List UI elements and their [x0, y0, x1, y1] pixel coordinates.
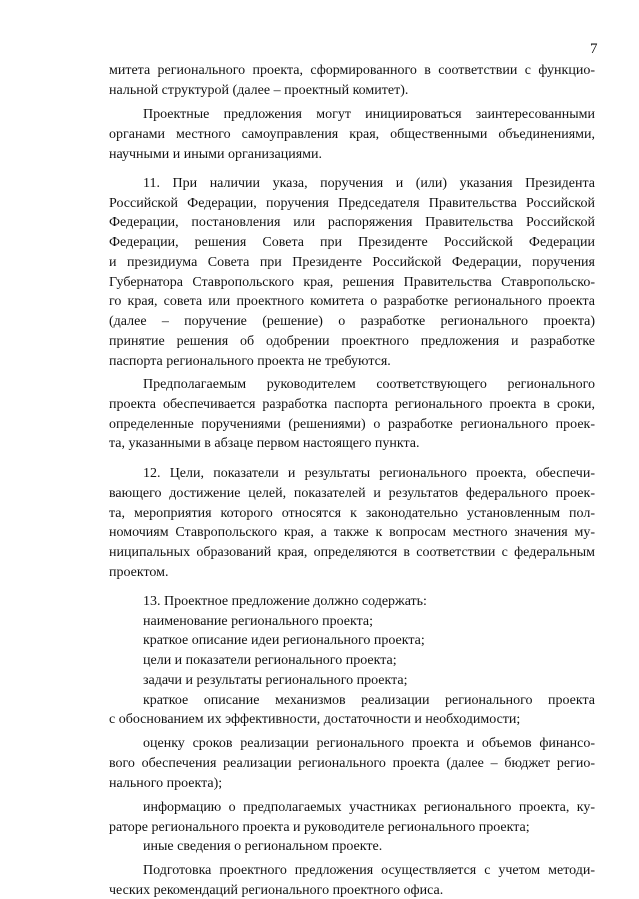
text-line: цели и показатели регионального проекта; — [143, 653, 397, 668]
text-line: проектом. — [109, 565, 169, 580]
text-line: вого обеспечения реализации регионального проекта (далее – бюджет регио- — [109, 756, 595, 771]
text-line: та, указанными в абзаце первом настоящего пункта. — [109, 436, 420, 451]
text-line: раторе регионального проекта и руководителе регионального проекта; — [109, 820, 530, 835]
text-line: проекта обеспечивается разработка паспорта регионального проекта в сроки, — [109, 397, 595, 412]
text-line: с обоснованием их эффективности, достаточности и необходимости; — [109, 712, 521, 727]
text-line: органами местного самоуправления края, общественными объединениями, — [109, 127, 595, 142]
text-line: номочиям Ставропольского края, а также к вопросам местного значения му- — [109, 525, 595, 540]
text-line: (далее – поручение (решение) о разработке регионального проекта) — [109, 314, 595, 329]
text-line: вающего достижение целей, показателей и результатов федерального проек- — [109, 486, 595, 501]
text-line: информацию о предполагаемых участниках регионального проекта, ку- — [143, 800, 595, 815]
text-line: принятие решения об одобрении проектного предложения и разработке — [109, 334, 595, 349]
text-line: митета регионального проекта, сформированного в соответствии с функцио- — [109, 63, 595, 78]
text-line: Федерации, решения Совета при Президенте Российской Федерации — [109, 235, 595, 250]
text-line: го края, совета или проектного комитета о разработке регионального проекта — [109, 294, 595, 309]
text-line: ниципальных образований края, определяются в соответствии с федеральным — [109, 545, 595, 560]
text-line: паспорта регионального проекта не требуются. — [109, 354, 391, 369]
text-line: наименование регионального проекта; — [143, 614, 374, 629]
text-line: нального проекта); — [109, 776, 223, 791]
text-line: краткое описание механизмов реализации регионального проекта — [143, 693, 595, 708]
text-line: Федерации, постановления или распоряжения Правительства Российской — [109, 215, 595, 230]
text-line: задачи и результаты регионального проекта; — [143, 673, 408, 688]
page-number: 7 — [590, 41, 598, 57]
text-line: иные сведения о региональном проекте. — [143, 839, 383, 854]
text-line: нальной структурой (далее – проектный комитет). — [109, 83, 409, 98]
text-line: Подготовка проектного предложения осуществляется с учетом методи- — [143, 863, 595, 878]
text-line: определенные поручениями (решениями) о разработке регионального проек- — [109, 417, 595, 432]
text-line: 12. Цели, показатели и результаты регионального проекта, обеспечи- — [143, 466, 595, 481]
text-line: Предполагаемым руководителем соответствующего регионального — [143, 377, 595, 392]
text-line: та, мероприятия которого относятся к законодательно установленным пол- — [109, 506, 595, 521]
text-line: Российской Федерации, поручения Председателя Правительства Российской — [109, 196, 595, 211]
text-line: 11. При наличии указа, поручения и (или) указания Президента — [143, 176, 595, 191]
text-line: краткое описание идеи регионального проекта; — [143, 633, 425, 648]
text-line: и президиума Совета при Президенте Российской Федерации, поручения — [109, 255, 595, 270]
text-line: оценку сроков реализации регионального проекта и объемов финансо- — [143, 736, 595, 751]
text-line: ческих рекомендаций регионального проектного офиса. — [109, 883, 444, 898]
text-line: научными и иными организациями. — [109, 147, 322, 162]
text-line: 13. Проектное предложение должно содержать: — [143, 594, 427, 609]
text-line: Губернатора Ставропольского края, решения Правительства Ставропольско- — [109, 275, 595, 290]
text-line: Проектные предложения могут инициироваться заинтересованными — [143, 107, 595, 122]
